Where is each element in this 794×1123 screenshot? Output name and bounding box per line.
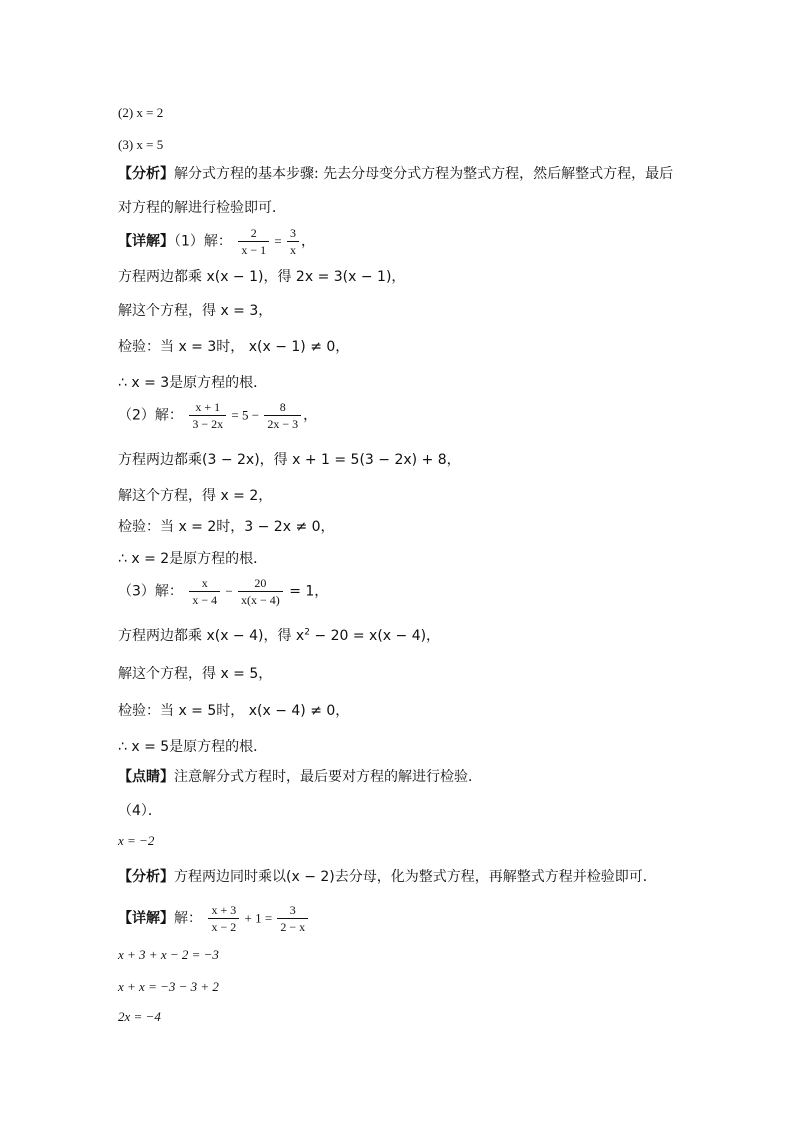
question-4-label: （4）． bbox=[118, 803, 162, 819]
step-line: 2x = −4 bbox=[118, 1009, 161, 1024]
step-line: 解这个方程，得 x = 5， bbox=[118, 666, 273, 682]
detail-4-equation: 【详解】解： $\frac{x + 3}{x - 2}$ + 1 = $\frac{3}{2 - x}$ bbox=[118, 903, 310, 934]
step-line: 解这个方程，得 x = 2， bbox=[118, 488, 273, 504]
fraction: $\frac{3}{2 - x}$ bbox=[277, 903, 308, 934]
step-line: 检验：当 x = 2时，3 − 2x ≠ 0， bbox=[118, 519, 335, 535]
part-3-equation: （3）解： $\frac{x}{x - 4}$ − $\frac{20}{x(x - 4)}$ = 1， bbox=[118, 576, 329, 607]
step-line: 方程两边都乘 x(x − 4)，得 $x^2 - 20 = x(x - 4)$， bbox=[118, 627, 441, 644]
analysis-4-line bbox=[118, 868, 657, 886]
answer-2: (2) x = 2 bbox=[118, 105, 164, 120]
analysis-text: 解分式方程的基本步骤: 先去分母变分式方程为整式方程，然后解整式方程，最后 bbox=[174, 166, 674, 182]
step-line: 检验：当 x = 5时， x(x − 4) ≠ 0， bbox=[118, 703, 350, 719]
part-intro: 解： bbox=[174, 910, 202, 927]
fraction: $\frac{3}{x}$ bbox=[287, 226, 299, 257]
step-line: ∴ x = 3是原方程的根． bbox=[118, 375, 268, 391]
part-intro: （1）解： bbox=[174, 233, 232, 250]
fraction: $\frac{x + 3}{x - 2}$ bbox=[208, 903, 239, 934]
step-line: ∴ x = 2是原方程的根． bbox=[118, 551, 268, 567]
comment-tag: 【点睛】 bbox=[118, 769, 174, 785]
analysis-1-line-a bbox=[118, 165, 673, 183]
fraction: $\frac{2}{x - 1}$ bbox=[238, 226, 269, 257]
step-line: 方程两边都乘(3 − 2x)，得 x + 1 = 5(3 − 2x) + 8， bbox=[118, 452, 461, 468]
detail-tag: 【详解】 bbox=[118, 910, 174, 927]
fraction: $\frac{20}{x(x - 4)}$ bbox=[238, 576, 283, 607]
analysis-1-line-b: 对方程的解进行检验即可． bbox=[118, 200, 286, 216]
step-line: 解这个方程，得 x = 3， bbox=[118, 303, 273, 319]
step-line: x + 3 + x − 2 = −3 bbox=[118, 947, 219, 962]
detail-tag: 【详解】 bbox=[118, 233, 174, 250]
detail-1-equation: 【详解】（1）解： $\frac{2}{x - 1}$ = $\frac{3}{x}$ ， bbox=[118, 226, 315, 257]
answer-4: x = −2 bbox=[118, 833, 155, 848]
step-line: ∴ x = 5是原方程的根． bbox=[118, 739, 268, 755]
step-line: x + x = −3 − 3 + 2 bbox=[118, 979, 219, 994]
step-line: 检验：当 x = 3时， x(x − 1) ≠ 0， bbox=[118, 339, 350, 355]
analysis-tag: 【分析】 bbox=[118, 869, 174, 885]
analysis-text: 方程两边同时乘以(x − 2)去分母，化为整式方程，再解整式方程并检验即可． bbox=[174, 869, 657, 885]
part-intro: （2）解： bbox=[118, 407, 183, 424]
part-2-equation: （2）解： $\frac{x + 1}{3 - 2x}$ = 5 − $\frac{8}{2x - 3}$ ， bbox=[118, 400, 318, 431]
fraction: $\frac{x}{x - 4}$ bbox=[189, 576, 220, 607]
comment-line bbox=[118, 768, 482, 786]
answer-3: (3) x = 5 bbox=[118, 137, 164, 152]
fraction: $\frac{x + 1}{3 - 2x}$ bbox=[189, 400, 226, 431]
comment-text: 注意解分式方程时，最后要对方程的解进行检验． bbox=[174, 769, 482, 785]
step-line: 方程两边都乘 x(x − 1)，得 2x = 3(x − 1)， bbox=[118, 269, 406, 285]
fraction: $\frac{8}{2x - 3}$ bbox=[264, 400, 301, 431]
analysis-tag: 【分析】 bbox=[118, 166, 174, 182]
part-intro: （3）解： bbox=[118, 583, 183, 600]
